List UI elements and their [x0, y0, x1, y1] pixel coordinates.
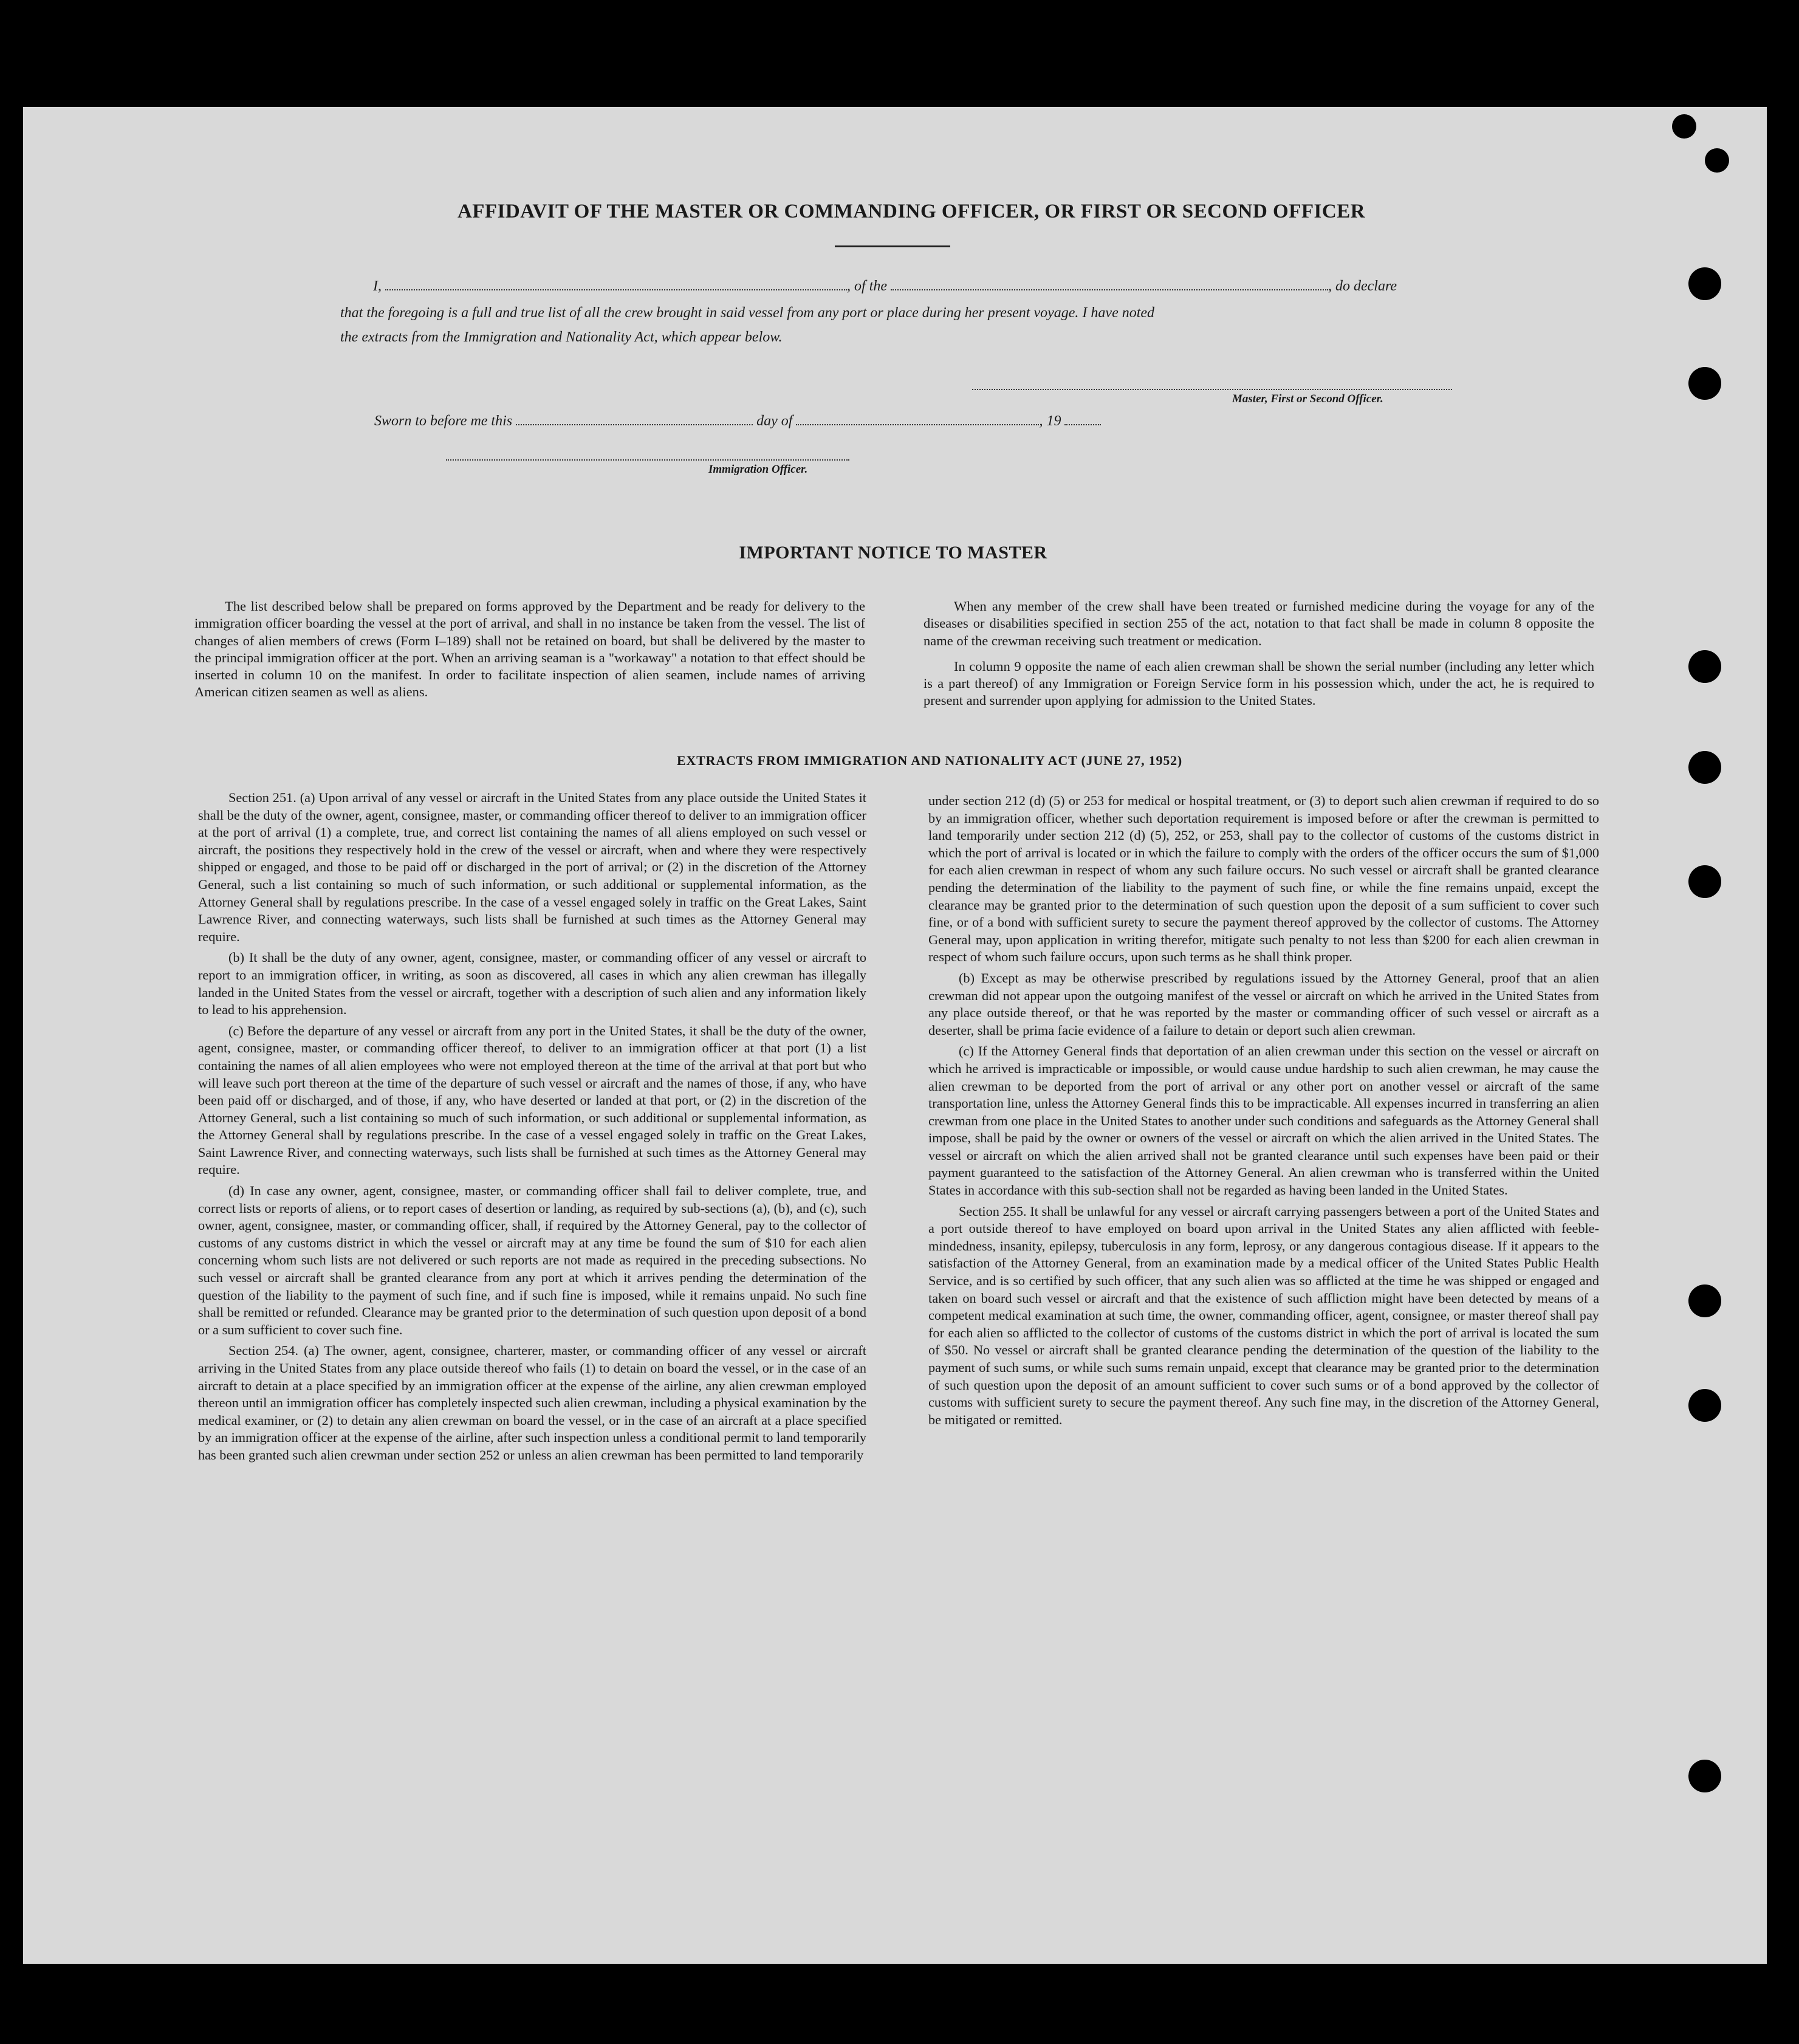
- affidavit-do-declare: , do declare: [1328, 278, 1397, 294]
- notice-left-column: [194, 598, 865, 705]
- affidavit-line-2: that the foregoing is a full and true list of all the crew brought in said vessel from any port or place during her present voyage. I have noted: [340, 305, 1155, 321]
- section-251-d: (d) In case any owner, agent, consignee, master, or commanding officer shall fail to deliver complete, true, and correct lists or reports of aliens, or to report cases of desertion or landing, as required by sub-sections (a), (b), and (c), such owner, agent, consignee, master, or commanding officer, shall, if required by the Attorney General, pay to the collector of customs of any customs district in which the vessel or aircraft may at any time be found the sum of $10 for each alien concerning whom such lists are not delivered or such reports are not made as required in the preceding subsections. No such vessel or aircraft shall be granted clearance from any port at which it arrives pending the determination of the question of the liability to the payment of such fine, and if such fine is imposed, while it remains unpaid. No such fine shall be remitted or refunded. Clearance may be granted prior to the determination of such question upon deposit of a bond or a sum sufficient to cover such fine.: [198, 1183, 866, 1337]
- master-signature-label: Master, First or Second Officer.: [1232, 393, 1383, 405]
- extracts-right-column: [928, 792, 1599, 1432]
- affidavit-line-1: [373, 278, 1397, 295]
- master-signature-line[interactable]: [972, 389, 1452, 390]
- punch-hole: [1688, 865, 1721, 898]
- sworn-label: Sworn to before me this: [374, 413, 513, 429]
- punch-hole: [1688, 267, 1721, 300]
- punch-hole: [1688, 1389, 1721, 1422]
- day-of-label: day of: [756, 413, 793, 429]
- bleed-through-text: [1397, 158, 1405, 173]
- vessel-blank[interactable]: [891, 278, 1328, 290]
- punch-hole: [1688, 1284, 1721, 1317]
- section-254-a-cont: under section 212 (d) (5) or 253 for medical or hospital treatment, or (3) to deport such alien crewman if required to do so by an immigration officer, whether such deportation requirement is imposed before or after the crewman is permitted to land temporarily under section 212 (d) (5), 252, or 253, shall pay to the collector of customs of the customs district in which the port of arrival is located or in which the failure to comply with the orders of the officer occurs the sum of $1,000 for each alien crewman in respect of whom any such failure occurs. No such vessel or aircraft shall be granted clearance pending the determination of the liability to the payment of such fine, or while the fine remains unpaid, except the clearance may be granted prior to the determination of such question upon the deposit of a sum sufficient to cover such fine, or of a bond with sufficient surety to secure the payment thereof approved by the collector of customs. The Attorney General may, upon application in writing therefor, mitigate such penalty to not less than $200 for each alien crewman in respect of whom such failure occurs, upon such terms as he shall think proper.: [928, 793, 1599, 965]
- section-251-a: Section 251. (a) Upon arrival of any vessel or aircraft in the United States from any place outside the United States it shall be the duty of the owner, agent, consignee, master, or commanding officer thereof to deliver to an immigration officer at the port of arrival (1) a complete, true, and correct list containing the names of all aliens employed on such vessel or aircraft, the positions they respectively hold in the crew of the vessel or aircraft, when and where they were respectively shipped or engaged, and those to be paid off or discharged in the port of arrival; or (2) in the discretion of the Attorney General, such a list containing so much of such information, or such additional or supplemental information, as the Attorney General shall by regulations prescribe. In the case of a vessel engaged solely in traffic on the Great Lakes, Saint Lawrence River, and connecting waterways, such lists shall be furnished at such times as the Attorney General may require.: [198, 790, 866, 944]
- affidavit-line-3: the extracts from the Immigration and Nationality Act, which appear below.: [340, 329, 783, 345]
- affidavit-i: I,: [373, 278, 382, 294]
- punch-hole: [1672, 114, 1696, 139]
- sworn-day-blank[interactable]: [516, 413, 753, 425]
- notice-right-paragraph-2: In column 9 opposite the name of each alien crewman shall be shown the serial number (including any letter which is a part thereof) of any Immigration or Foreign Service form in his possession which, under the act, he is required to present and surrender upon applying for admission to the United States.: [923, 658, 1594, 708]
- sworn-month-blank[interactable]: [796, 413, 1039, 425]
- section-254-b: (b) Except as may be otherwise prescribed by regulations issued by the Attorney General, proof that an alien crewman did not appear upon the outgoing manifest of the vessel or aircraft on which he arrived in the United States from any place outside thereof, or that he was reported by the master or commanding officer of such vessel or aircraft as a deserter, shall be prima facie evidence of a failure to detain or deport such alien crewman.: [928, 970, 1599, 1038]
- immigration-officer-label: Immigration Officer.: [708, 463, 808, 476]
- punch-hole: [1688, 751, 1721, 784]
- affidavit-title: AFFIDAVIT OF THE MASTER OR COMMANDING OFFICER, OR FIRST OR SECOND OFFICER: [457, 201, 1366, 222]
- immigration-officer-signature-line[interactable]: [446, 459, 849, 461]
- section-254-c: (c) If the Attorney General finds that deportation of an alien crewman under this section on the vessel or aircraft on which he arrived is impracticable or impossible, or would cause undue hardship to such alien crewman, he may cause the alien crewman to be deported from the port of arrival or any other port on another vessel or aircraft of the same transportation line, unless the Attorney General finds this to be impracticable. All expenses incurred in transferring an alien crewman from one place in the United States to another under such conditions and safeguards as the Attorney General shall impose, shall be paid by the owner or owners of the vessel or aircraft on which the alien arrived in the United States. The vessel or aircraft on which the alien arrived shall not be granted clearance until such expenses have been paid or their payment guaranteed to the satisfaction of the Attorney General. An alien crewman who is transferred within the United States in accordance with this sub-section shall not be regarded as having been landed in the United States.: [928, 1043, 1599, 1198]
- notice-left-paragraph: The list described below shall be prepared on forms approved by the Department and be ready for delivery to the immigration officer boarding the vessel at the port of arrival, and shall in no instance be taken from the vessel. The list of changes of alien members of crews (Form I–189) shall not be retained on board, but shall be delivered by the master to the principal immigration officer at the port. When an arriving seaman is a "workaway" a notation to that effect should be inserted in column 10 on the manifest. In order to facilitate inspection of alien seamen, include names of arriving American citizen seamen as well as aliens.: [194, 598, 865, 700]
- name-blank[interactable]: [385, 278, 847, 290]
- section-251-b: (b) It shall be the duty of any owner, agent, consignee, master, or commanding officer of any vessel or aircraft to report to an immigration officer, in writing, as soon as discovered, all cases in which any alien crewman has illegally landed in the United States from the vessel or aircraft, together with a description of such alien and any information likely to lead to his apprehension.: [198, 950, 866, 1018]
- section-255: Section 255. It shall be unlawful for any vessel or aircraft carrying passengers between a port of the United States and a port outside thereof to have employed on board upon arrival in the United States any alien afflicted with feeble-mindedness, insanity, epilepsy, tuberculosis in any form, leprosy, or any dangerous contagious disease. If it appears to the satisfaction of the Attorney General, from an examination made by a medical officer of the United States Public Health Service, and is so certified by such officer, that any such alien was so afflicted at the time he was shipped or engaged and taken on board such vessel or aircraft and that the existence of such affliction might have been detected by means of a competent medical examination at such time, the owner, commanding officer, agent, consignee, or master thereof shall pay for each alien so afflicted to the collector of customs of the customs district in which the port of arrival is located the sum of $50. No vessel or aircraft shall be granted clearance pending the determination of the question of the liability to the payment of such sums, or while such sums remain unpaid, except that clearance may be granted prior to the determination of such question upon the deposit of an amount sufficient to cover such sums or of a bond approved by the collector of customs with sufficient surety to secure the payment thereof. Any such fine may, in the discretion of the Attorney General, be mitigated or remitted.: [928, 1203, 1599, 1427]
- section-254-a: Section 254. (a) The owner, agent, consignee, charterer, master, or commanding officer of any vessel or aircraft arriving in the United States from any place outside thereof who fails (1) to detain on board the vessel, or in the case of an aircraft to detain at a place specified by an immigration officer at the expense of the airline, any alien crewman employed thereon until an immigration officer has completely inspected such alien crewman, including a physical examination by the medical examiner, or (2) to detain any alien crewman on board the vessel, or in the case of an aircraft at a place specified by an immigration officer at the expense of the airline, after such inspection unless a conditional permit to land temporarily has been granted such alien crewman under section 252 or unless an alien crewman has been permitted to land temporarily: [198, 1343, 866, 1463]
- year-label: , 19: [1039, 413, 1061, 429]
- title-rule: [835, 245, 950, 247]
- extracts-left-column: [198, 789, 866, 1468]
- punch-hole: [1688, 367, 1721, 400]
- notice-right-paragraph-1: When any member of the crew shall have been treated or furnished medicine during the voyage for any of the diseases or disabilities specified in section 255 of the act, notation to that fact shall be made in column 8 opposite the name of the crewman receiving such treatment or medication.: [923, 598, 1594, 648]
- notice-heading: IMPORTANT NOTICE TO MASTER: [739, 543, 1047, 563]
- punch-hole: [1688, 1760, 1721, 1792]
- sworn-line: [374, 413, 1101, 430]
- sworn-year-blank[interactable]: [1064, 413, 1101, 425]
- punch-hole: [1705, 148, 1729, 173]
- extracts-heading: EXTRACTS FROM IMMIGRATION AND NATIONALITY ACT (JUNE 27, 1952): [676, 753, 1183, 768]
- punch-hole: [1688, 650, 1721, 683]
- section-251-c: (c) Before the departure of any vessel or aircraft from any port in the United States, it shall be the duty of the owner, agent, consignee, master, or commanding officer thereof, to deliver to an immigration officer at that port (1) a list containing the names of all alien employees who were not employed thereon at the time of the arrival at that port but who will leave such port thereon at the time of the departure of such vessel or aircraft and the names of those, if any, who have been paid off or discharged, and of those, if any, who have deserted or landed at that port, or (2) in the discretion of the Attorney General, such a list containing so much of such information, or such additional or supplemental information, as the Attorney General shall by regulations prescribe. In the case of a vessel engaged solely in traffic on the Great Lakes, Saint Lawrence River, and connecting waterways, such lists shall be furnished at such times as the Attorney General may require.: [198, 1023, 866, 1178]
- affidavit-of-the: , of the: [847, 278, 887, 294]
- notice-right-column: [923, 598, 1594, 713]
